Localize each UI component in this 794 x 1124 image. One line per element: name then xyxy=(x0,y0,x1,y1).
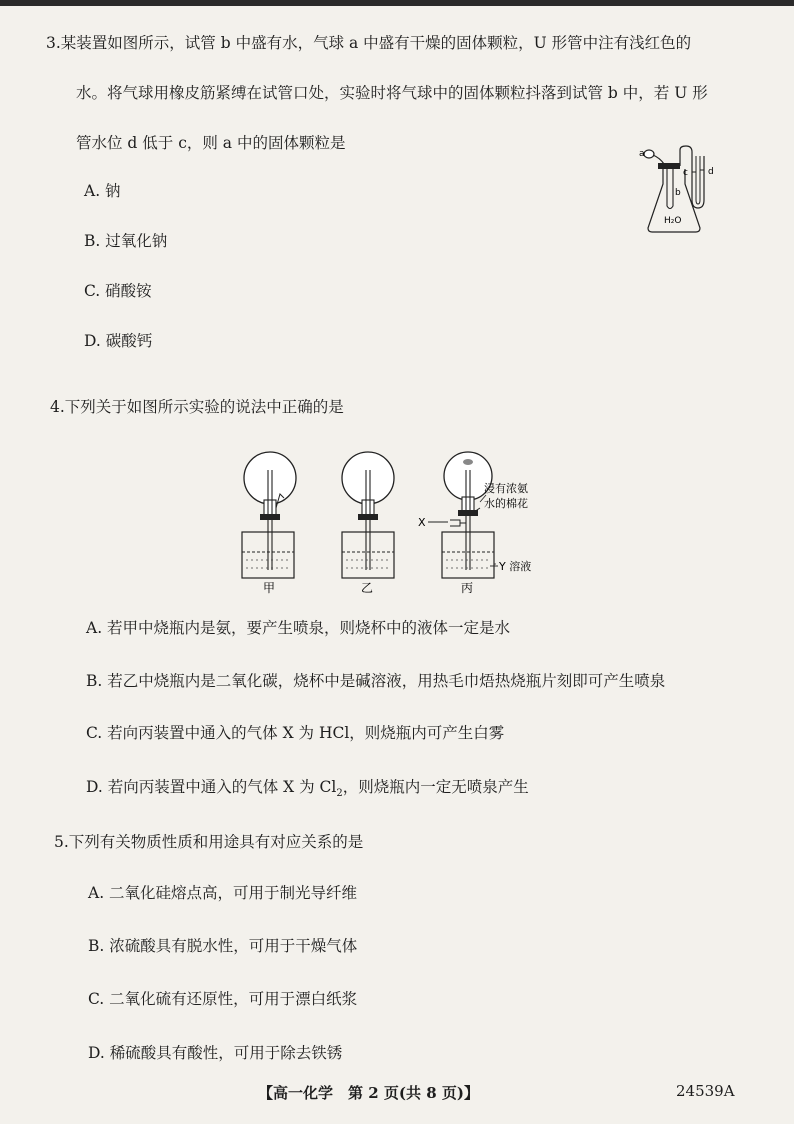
balloon-a xyxy=(644,150,654,158)
q3-option-b: B. 过氧化钠 xyxy=(84,232,168,250)
q4-option-b: B. 若乙中烧瓶内是二氧化碳，烧杯中是碱溶液，用热毛巾焐热烧瓶片刻即可产生喷泉 xyxy=(86,672,666,690)
label-cotton-line2: 水的棉花 xyxy=(484,497,528,510)
q3-option-d: D. 碳酸钙 xyxy=(84,332,153,350)
q5-stem: 5.下列有关物质性质和用途具有对应关系的是 xyxy=(54,833,364,851)
q5-option-c: C. 二氧化硫有还原性，可用于漂白纸浆 xyxy=(88,990,358,1008)
apparatus-bing xyxy=(442,452,496,578)
page-footer: 【高一化学 第 2 页(共 8 页)】 xyxy=(258,1084,479,1102)
label-bing: 丙 xyxy=(461,581,474,595)
cotton-wad xyxy=(463,459,473,465)
q3-label-d: d xyxy=(708,167,714,177)
label-jia: 甲 xyxy=(263,581,276,595)
test-tube-b xyxy=(667,164,673,209)
q3-label-b: b xyxy=(675,188,681,198)
q5-option-a: A. 二氧化硅熔点高，可用于制光导纤维 xyxy=(88,884,358,902)
q4-fountain-figure xyxy=(228,440,568,600)
stopper xyxy=(658,163,680,169)
q5-option-b: B. 浓硫酸具有脱水性，可用于干燥气体 xyxy=(88,937,358,955)
q3-label-c: c xyxy=(683,168,688,178)
q4-option-d xyxy=(86,777,529,804)
q3-option-c: C. 硝酸铵 xyxy=(84,282,152,300)
q4-option-a: A. 若甲中烧瓶内是氨，要产生喷泉，则烧杯中的液体一定是水 xyxy=(86,619,511,637)
q3-option-a: A. 钠 xyxy=(84,182,121,200)
paper-code: 24539A xyxy=(676,1082,735,1100)
q4-option-c: C. 若向丙装置中通入的气体 X 为 HCl，则烧瓶内可产生白雾 xyxy=(86,724,505,742)
q4-option-d-subscript: 2 xyxy=(336,788,343,800)
q3-apparatus-figure xyxy=(636,138,736,238)
scan-edge xyxy=(0,0,794,6)
q3-stem-line2: 水。将气球用橡皮筋紧缚在试管口处，实验时将气球中的固体颗粒抖落到试管 b 中，若 U 形 xyxy=(76,84,708,102)
label-yi: 乙 xyxy=(361,581,374,595)
apparatus-jia xyxy=(242,452,296,578)
q5-option-d: D. 稀硫酸具有酸性，可用于除去铁锈 xyxy=(88,1044,343,1062)
q3-label-a: a xyxy=(639,149,645,159)
label-x: X xyxy=(418,516,426,529)
label-cotton-line1: 浸有浓氨 xyxy=(484,482,528,495)
q4-stem: 4.下列关于如图所示实验的说法中正确的是 xyxy=(50,398,344,416)
q4-option-d-text-end: ，则烧瓶内一定无喷泉产生 xyxy=(342,778,529,796)
q3-stem-line1: 3.某装置如图所示，试管 b 中盛有水，气球 a 中盛有干燥的固体颗粒，U 形管中注有浅红色的 xyxy=(46,34,692,52)
label-y-solution: Y 溶液 xyxy=(499,560,532,573)
q3-label-h2o: H₂O xyxy=(664,216,682,226)
q4-option-d-text: D. 若向丙装置中通入的气体 X 为 Cl xyxy=(86,778,337,796)
apparatus-yi xyxy=(342,452,394,578)
q3-stem-line3: 管水位 d 低于 c，则 a 中的固体颗粒是 xyxy=(76,134,346,152)
